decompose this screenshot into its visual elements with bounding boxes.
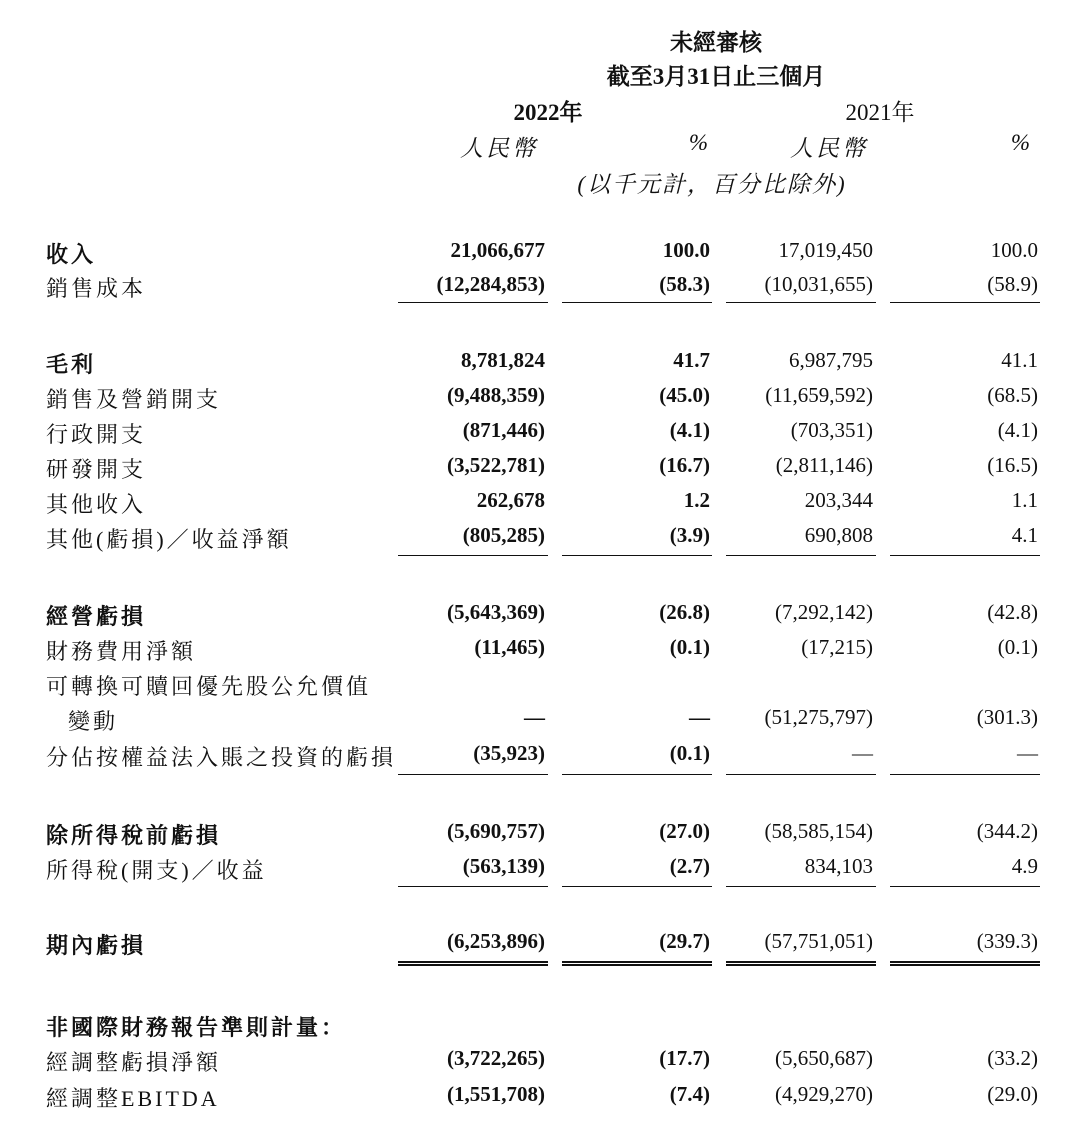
- row-label: 所得稅(開支)／收益: [46, 858, 267, 883]
- value-2022-pct: (0.1): [669, 635, 710, 659]
- year-2021-heading: 2021年: [845, 100, 915, 125]
- table-row: [0, 238, 1080, 272]
- subtotal-rule: [890, 774, 1040, 775]
- row-label: 行政開支: [46, 422, 147, 447]
- row-label: 研發開支: [46, 457, 147, 482]
- unaudited-heading: 未經審核: [670, 30, 762, 55]
- table-row: [0, 741, 1080, 775]
- subtotal-rule: [398, 555, 548, 556]
- value-2022-pct: (29.7): [659, 929, 710, 953]
- value-2022-rmb: 21,066,677: [450, 238, 545, 262]
- percent-2021-label: %: [1010, 130, 1030, 155]
- table-row: [0, 854, 1080, 888]
- value-2022-rmb: (3,722,265): [447, 1046, 545, 1070]
- subtotal-rule: [890, 302, 1040, 303]
- value-2022-pct: (27.0): [659, 819, 710, 843]
- value-2021-rmb: 203,344: [804, 488, 873, 512]
- table-row: [0, 929, 1080, 963]
- value-2021-rmb: (4,929,270): [775, 1082, 873, 1106]
- value-2022-pct: (7.4): [669, 1082, 710, 1106]
- value-2021-pct: 100.0: [990, 238, 1038, 262]
- table-row: [0, 1011, 1080, 1045]
- value-2022-pct: 1.2: [683, 488, 710, 512]
- value-2022-rmb: (6,253,896): [447, 929, 545, 953]
- value-2021-pct: (58.9): [987, 272, 1038, 296]
- value-2022-rmb: —: [524, 705, 545, 729]
- unit-note: (以千元計，百分比除外): [577, 172, 847, 197]
- value-2021-pct: 41.1: [1001, 348, 1038, 372]
- total-double-rule: [398, 961, 548, 966]
- row-label: 除所得稅前虧損: [46, 823, 222, 848]
- value-2022-pct: (4.1): [669, 418, 710, 442]
- currency-2022-label: 人民幣: [460, 136, 538, 161]
- value-2021-rmb: (7,292,142): [775, 600, 873, 624]
- subtotal-rule: [726, 302, 876, 303]
- value-2021-pct: (16.5): [987, 453, 1038, 477]
- subtotal-rule: [726, 555, 876, 556]
- subtotal-rule: [562, 774, 712, 775]
- value-2022-rmb: (9,488,359): [447, 383, 545, 407]
- value-2021-pct: (29.0): [987, 1082, 1038, 1106]
- value-2022-rmb: 8,781,824: [461, 348, 545, 372]
- value-2022-pct: 41.7: [673, 348, 710, 372]
- value-2021-rmb: (58,585,154): [764, 819, 873, 843]
- row-label: 經調整虧損淨額: [46, 1050, 222, 1075]
- currency-2021-label: 人民幣: [790, 136, 868, 161]
- value-2021-rmb: (57,751,051): [764, 929, 873, 953]
- value-2021-pct: 1.1: [1011, 488, 1038, 512]
- subtotal-rule: [398, 886, 548, 887]
- table-row: [0, 272, 1080, 306]
- subtotal-rule: [726, 774, 876, 775]
- value-2022-pct: (2.7): [669, 854, 710, 878]
- table-row: [0, 1046, 1080, 1080]
- year-2022-heading: 2022年: [513, 100, 583, 125]
- value-2022-pct: —: [689, 705, 710, 729]
- total-double-rule: [890, 961, 1040, 966]
- value-2021-rmb: 6,987,795: [789, 348, 873, 372]
- row-label: 期內虧損: [46, 933, 147, 958]
- subtotal-rule: [562, 302, 712, 303]
- value-2021-rmb: (2,811,146): [775, 453, 873, 477]
- value-2022-rmb: (35,923): [473, 741, 545, 765]
- value-2022-rmb: (871,446): [462, 418, 545, 442]
- value-2021-pct: (42.8): [987, 600, 1038, 624]
- value-2021-pct: —: [1017, 741, 1038, 765]
- table-row: [0, 600, 1080, 634]
- table-row: [0, 523, 1080, 557]
- table-row: [0, 705, 1080, 739]
- value-2022-pct: (16.7): [659, 453, 710, 477]
- subtotal-rule: [890, 555, 1040, 556]
- row-label: 銷售成本: [46, 276, 147, 301]
- value-2021-pct: (339.3): [976, 929, 1038, 953]
- value-2021-pct: (344.2): [976, 819, 1038, 843]
- value-2022-pct: (0.1): [669, 741, 710, 765]
- value-2022-rmb: (5,643,369): [447, 600, 545, 624]
- value-2021-rmb: (17,215): [801, 635, 873, 659]
- value-2021-pct: (301.3): [976, 705, 1038, 729]
- value-2021-rmb: (10,031,655): [764, 272, 873, 296]
- value-2022-pct: (3.9): [669, 523, 710, 547]
- value-2021-rmb: 834,103: [804, 854, 873, 878]
- value-2022-rmb: (563,139): [462, 854, 545, 878]
- table-row: [0, 819, 1080, 853]
- total-double-rule: [726, 961, 876, 966]
- value-2021-pct: 4.1: [1011, 523, 1038, 547]
- value-2022-rmb: (1,551,708): [447, 1082, 545, 1106]
- subtotal-rule: [562, 886, 712, 887]
- row-label: 其他(虧損)／收益淨額: [46, 527, 292, 552]
- value-2021-rmb: (11,659,592): [765, 383, 873, 407]
- row-label: 銷售及營銷開支: [46, 387, 222, 412]
- subtotal-rule: [562, 555, 712, 556]
- table-row: [0, 418, 1080, 452]
- table-row: [0, 383, 1080, 417]
- percent-2022-label: %: [688, 130, 708, 155]
- value-2021-rmb: 690,808: [804, 523, 873, 547]
- table-row: [0, 488, 1080, 522]
- value-2022-rmb: 262,678: [476, 488, 545, 512]
- value-2022-pct: (45.0): [659, 383, 710, 407]
- row-label: 毛利: [46, 352, 97, 377]
- value-2021-rmb: (51,275,797): [764, 705, 873, 729]
- subtotal-rule: [726, 886, 876, 887]
- period-heading: 截至3月31日止三個月: [606, 64, 826, 89]
- value-2022-rmb: (3,522,781): [447, 453, 545, 477]
- value-2021-rmb: (5,650,687): [775, 1046, 873, 1070]
- row-label: 變動: [68, 709, 119, 734]
- value-2021-rmb: 17,019,450: [778, 238, 873, 262]
- value-2021-pct: (4.1): [997, 418, 1038, 442]
- row-label: 財務費用淨額: [46, 639, 197, 664]
- value-2021-pct: (0.1): [997, 635, 1038, 659]
- value-2022-rmb: (5,690,757): [447, 819, 545, 843]
- value-2022-rmb: (805,285): [462, 523, 545, 547]
- value-2021-pct: 4.9: [1011, 854, 1038, 878]
- value-2021-rmb: —: [852, 741, 873, 765]
- value-2022-pct: 100.0: [662, 238, 710, 262]
- value-2021-rmb: (703,351): [790, 418, 873, 442]
- subtotal-rule: [398, 774, 548, 775]
- row-label: 分佔按權益法入賬之投資的虧損: [46, 745, 397, 770]
- subtotal-rule: [398, 302, 548, 303]
- row-label: 非國際財務報告準則計量：: [46, 1015, 347, 1040]
- row-label: 經調整EBITDA: [46, 1086, 220, 1111]
- row-label: 其他收入: [46, 492, 147, 517]
- row-label: 收入: [46, 242, 97, 267]
- value-2022-pct: (26.8): [659, 600, 710, 624]
- value-2022-rmb: (12,284,853): [436, 272, 545, 296]
- value-2022-rmb: (11,465): [474, 635, 545, 659]
- value-2022-pct: (58.3): [659, 272, 710, 296]
- value-2021-pct: (33.2): [987, 1046, 1038, 1070]
- subtotal-rule: [890, 886, 1040, 887]
- table-row: [0, 1082, 1080, 1116]
- row-label: 經營虧損: [46, 604, 147, 629]
- table-row: [0, 670, 1080, 704]
- table-row: [0, 348, 1080, 382]
- table-row: [0, 635, 1080, 669]
- total-double-rule: [562, 961, 712, 966]
- value-2021-pct: (68.5): [987, 383, 1038, 407]
- table-row: [0, 453, 1080, 487]
- value-2022-pct: (17.7): [659, 1046, 710, 1070]
- row-label: 可轉換可贖回優先股公允價值: [46, 674, 372, 699]
